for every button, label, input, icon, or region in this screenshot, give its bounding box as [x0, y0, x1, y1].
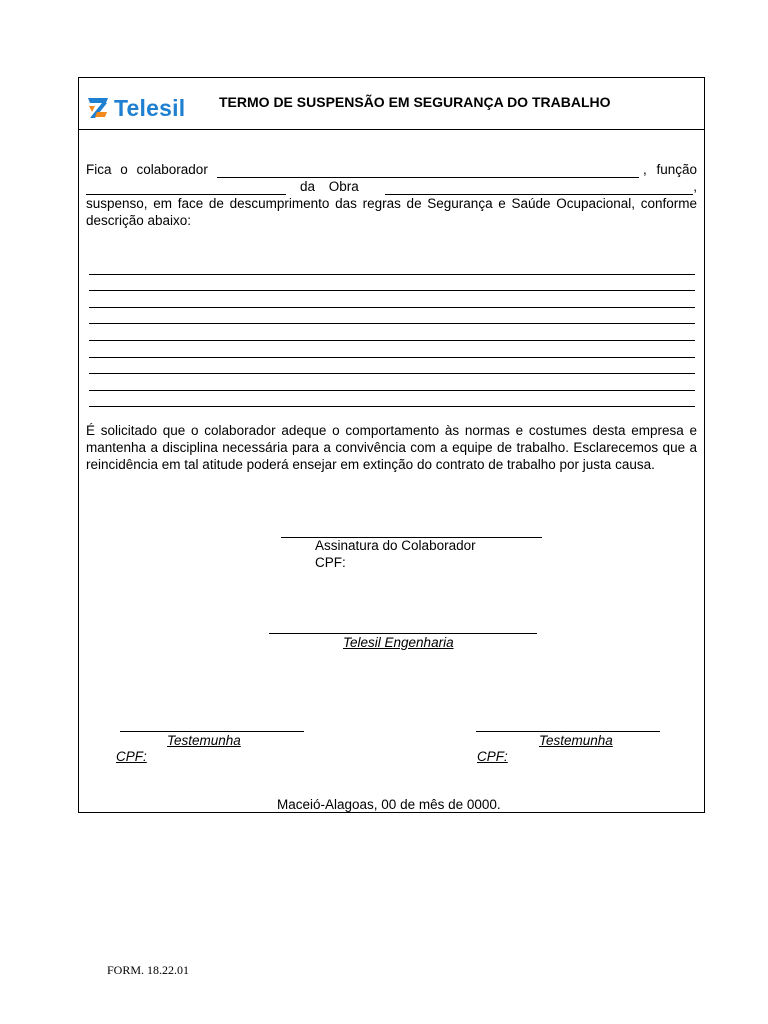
- empresa-signature-line[interactable]: [269, 633, 537, 634]
- form-code: FORM. 18.22.01: [107, 963, 190, 977]
- document-header: [79, 78, 704, 130]
- witness-right-signature-line[interactable]: [476, 731, 660, 732]
- witness-left-cpf: CPF:: [116, 749, 147, 764]
- document-frame: [78, 77, 705, 813]
- funcao-field[interactable]: [86, 181, 286, 195]
- description-line[interactable]: [89, 291, 695, 308]
- obra-field[interactable]: [385, 181, 693, 195]
- document-title: TERMO DE SUSPENSÃO EM SEGURANÇA DO TRABALHO: [219, 94, 611, 110]
- telesil-logo-icon: [87, 96, 109, 120]
- witness-right-label: Testemunha: [539, 733, 613, 748]
- colaborador-signature-label: Assinatura do Colaborador: [315, 538, 476, 553]
- logo-text: Telesil: [114, 94, 186, 121]
- empresa-signature-label: Telesil Engenharia: [343, 635, 454, 650]
- description-line[interactable]: [89, 308, 695, 325]
- place-date: Maceió-Alagoas, 00 de mês de 0000.: [277, 797, 501, 812]
- description-line[interactable]: [89, 374, 695, 391]
- intro-suspenso-text: suspenso, em face de descumprimento das regras de Segurança e Saúde Ocupacional, conforme descrição abaixo:: [86, 196, 697, 228]
- witness-left-signature-line[interactable]: [120, 731, 304, 732]
- witness-right-cpf: CPF:: [477, 749, 508, 764]
- intro-fica-text: Fica o colaborador: [86, 162, 208, 177]
- description-lines[interactable]: [89, 258, 695, 407]
- description-line[interactable]: [89, 391, 695, 408]
- description-line[interactable]: [89, 341, 695, 358]
- intro-line-1: [86, 161, 697, 178]
- witness-left-label: Testemunha: [167, 733, 241, 748]
- body-paragraph: É solicitado que o colaborador adeque o comportamento às normas e costumes desta empresa e mantenha a disciplina necessária para a convivência com a equipe de trabalho. Esclarecemos que a reincidência em tal atitude poderá ensejar em extinção do contrato de trabalho por justa causa.: [86, 423, 697, 472]
- intro-paragraph: [86, 161, 697, 229]
- description-line[interactable]: [89, 258, 695, 275]
- intro-comma: ,: [693, 179, 697, 194]
- intro-da-obra-text: da Obra: [300, 179, 359, 194]
- company-logo: [87, 94, 185, 122]
- intro-line-2: [86, 178, 697, 195]
- description-line[interactable]: [89, 358, 695, 375]
- description-line[interactable]: [89, 324, 695, 341]
- colaborador-cpf-label: CPF:: [315, 555, 346, 570]
- description-line[interactable]: [89, 275, 695, 292]
- colaborador-name-field[interactable]: [217, 164, 639, 178]
- intro-funcao-text: , função: [642, 162, 697, 177]
